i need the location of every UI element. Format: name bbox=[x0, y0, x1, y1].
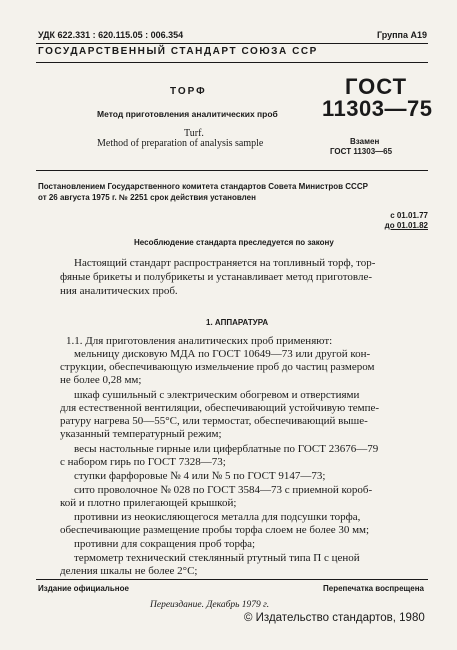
decree-rule bbox=[36, 170, 428, 171]
section-line: для естественной вентиляции, обеспечивающий устойчивую темпе- bbox=[60, 402, 380, 414]
intro-line: ния аналитических проб. bbox=[60, 285, 178, 297]
header-rule-bottom bbox=[36, 62, 428, 63]
gost-number: 11303—75 bbox=[322, 96, 433, 121]
title-en: Turf. bbox=[184, 128, 204, 139]
subtitle-ru: Метод приготовления аналитических проб bbox=[97, 109, 278, 119]
intro-line: Настоящий стандарт распространяется на топливный торф, тор- bbox=[74, 257, 376, 269]
section-line: струкции, обеспечивающую измельчение проб до частиц размером bbox=[60, 361, 375, 373]
section-line: весы настольные гирные или циферблатные по ГОСТ 23676—79 bbox=[74, 443, 379, 455]
section-line: ступки фарфоровые № 4 или № 5 по ГОСТ 9147—73; bbox=[74, 470, 326, 482]
section-line: не более 0,28 мм; bbox=[60, 374, 142, 386]
section-line: деления шкалы не более 2°С; bbox=[60, 565, 198, 577]
section-line: противни для сокращения проб торфа; bbox=[74, 538, 256, 550]
intro-line: фяные брикеты и полубрикеты и устанавливает метод приготовле- bbox=[60, 271, 372, 283]
decree-line-1: Постановлением Государственного комитета стандартов Совета Министров СССР bbox=[38, 182, 368, 191]
decree-line-2: от 26 августа 1975 г. № 2251 срок действия установлен bbox=[38, 193, 256, 202]
section-line: сито проволочное № 028 по ГОСТ 3584—73 с приемной короб- bbox=[74, 484, 373, 496]
footer-rule bbox=[36, 579, 428, 580]
footer-reprint-prohibited: Перепечатка воспрещена bbox=[323, 584, 424, 593]
standard-title: ГОСУДАРСТВЕННЫЙ СТАНДАРТ СОЮЗА ССР bbox=[38, 46, 318, 57]
footer-official-edition: Издание официальное bbox=[38, 584, 129, 593]
udk-code: УДК 622.331 : 620.115.05 : 006.354 bbox=[38, 30, 184, 40]
replaces-label: Взамен bbox=[350, 137, 380, 146]
section-line: шкаф сушильный с электрическим обогревом и отверстиями bbox=[74, 389, 360, 401]
section-line: ратуру нагрева 50—55°С, или термостат, обеспечивающий выше- bbox=[60, 415, 368, 427]
section-heading: 1. АППАРАТУРА bbox=[206, 318, 269, 327]
valid-to: до 01.01.82 bbox=[384, 221, 428, 230]
section-line: кой и плотно прилегающей крышкой; bbox=[60, 497, 237, 509]
penalty-notice: Несоблюдение стандарта преследуется по закону bbox=[134, 238, 334, 247]
replaces-value: ГОСТ 11303—65 bbox=[330, 147, 393, 156]
gost-label: ГОСТ bbox=[345, 74, 408, 99]
valid-from: с 01.01.77 bbox=[390, 211, 428, 220]
header-rule-top bbox=[36, 43, 428, 44]
section-line: 1.1. Для приготовления аналитических проб применяют: bbox=[66, 335, 333, 347]
reprint-note: Переиздание. Декабрь 1979 г. bbox=[150, 600, 270, 610]
group-code: Группа А19 bbox=[376, 30, 427, 40]
section-line: термометр технический стеклянный ртутный типа П с ценой bbox=[74, 552, 360, 564]
section-line: с набором гирь по ГОСТ 7328—73; bbox=[60, 456, 226, 468]
section-line: указанный температурный режим; bbox=[60, 428, 222, 440]
section-line: мельницу дисковую МДА по ГОСТ 10649—73 или другой кон- bbox=[74, 348, 371, 360]
title-ru: ТОРФ bbox=[170, 86, 207, 97]
section-line: обеспечивающие размещение пробы торфа слоем не более 30 мм; bbox=[60, 524, 370, 536]
subtitle-en: Method of preparation of analysis sample bbox=[97, 138, 264, 149]
section-line: противни из неокисляющегося металла для подсушки торфа, bbox=[74, 511, 361, 523]
copyright: © Издательство стандартов, 1980 bbox=[244, 612, 425, 624]
